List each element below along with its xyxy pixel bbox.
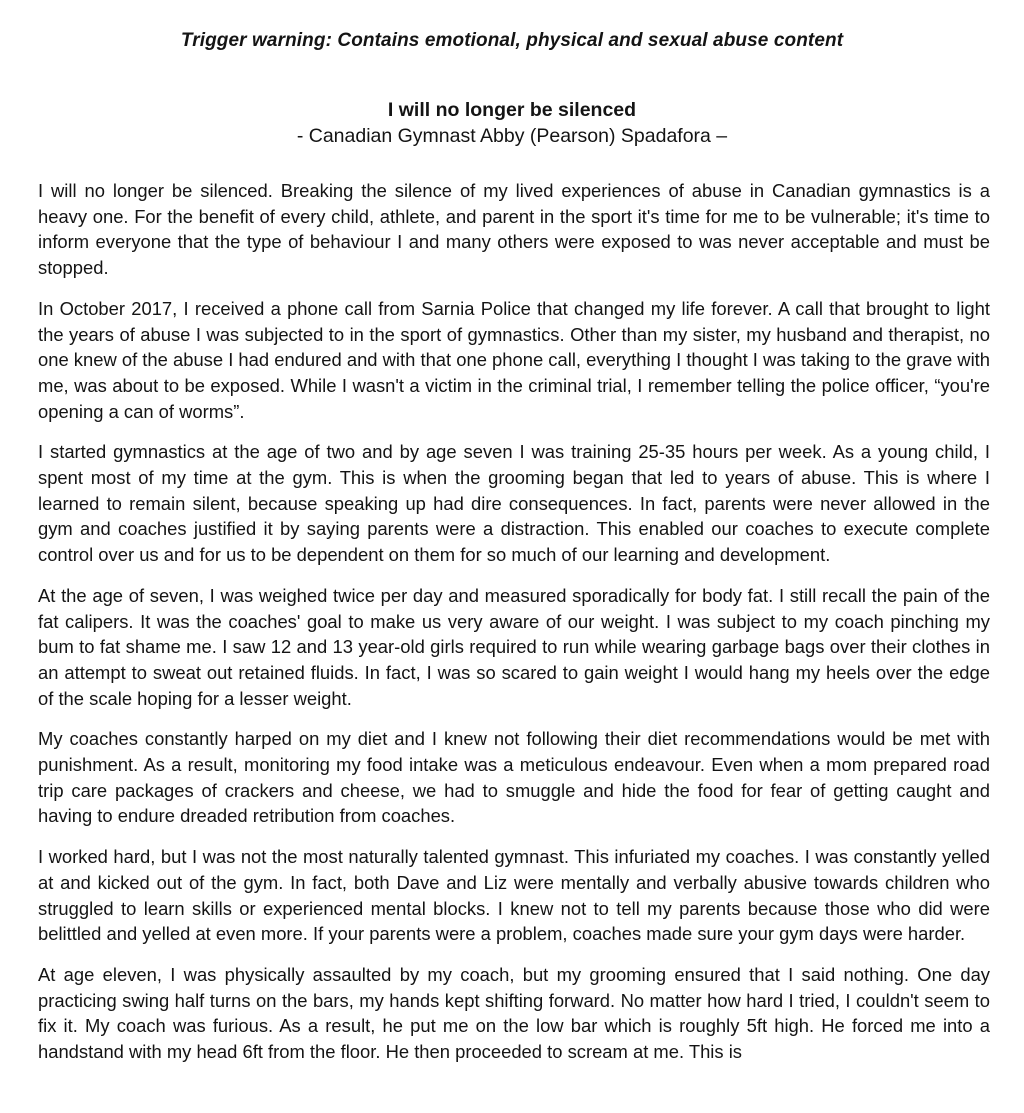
document-title: I will no longer be silenced bbox=[387, 99, 637, 121]
paragraph-7: At age eleven, I was physically assaulted by my coach, but my grooming ensured that I said nothing. One day practicing swing half turns on the bars, my hands kept shifting forward. No matter how hard I tried, I couldn't seem to fix it. My coach was furious. As a result, he put me on the low bar which is roughly 5ft high. He forced me into a handstand with my head 6ft from the floor. He then proceeded to scream at me. This is bbox=[38, 963, 990, 1063]
paragraph-5: My coaches constantly harped on my diet and I knew not following their diet recommendations would be met with punishment. As a result, monitoring my food intake was a meticulous endeavour. Even when a mom prepared road trip care packages of crackers and cheese, we had to smuggle and hide the food for fear of getting caught and having to endure dreaded retribution from coaches. bbox=[38, 728, 990, 827]
paragraph-3: I started gymnastics at the age of two and by age seven I was training 25-35 hours per week. As a young child, I spent most of my time at the gym. This is when the grooming began that led to years of abuse. This is where I learned to remain silent, because speaking up had dire consequences. In fact, parents were never allowed in the gym and coaches justified it by saying parents were a distraction. This enabled our coaches to execute complete control over us and for us to be dependent on them for so much of our learning and development. bbox=[38, 441, 990, 566]
paragraph-2: In October 2017, I received a phone call from Sarnia Police that changed my life forever. A call that brought to light the years of abuse I was subjected to in the sport of gymnastics. Other than my sister, my husband and therapist, no one knew of the abuse I had endured and with that one phone call, everything I thought I was taking to the grave with me, was about to be exposed. While I wasn't a victim in the criminal trial, I remember telling the police officer, “you're opening a can of worms”. bbox=[38, 297, 990, 422]
document-body bbox=[38, 178, 990, 1080]
paragraph-6: I worked hard, but I was not the most naturally talented gymnast. This infuriated my coaches. I was constantly yelled at and kicked out of the gym. In fact, both Dave and Liz were mentally and verbally abusive towards children who struggled to learn skills or experienced mental blocks. I knew not to tell my parents because those who did were belittled and yelled at even more. If your parents were a problem, coaches made sure your gym days were harder. bbox=[38, 846, 990, 945]
paragraph-1: I will no longer be silenced. Breaking the silence of my lived experiences of abuse in Canadian gymnastics is a heavy one. For the benefit of every child, athlete, and parent in the sport it's time for me to be vulnerable; it's time to inform everyone that the type of behaviour I and many others were exposed to was never acceptable and must be stopped. bbox=[38, 180, 990, 279]
paragraph-4: At the age of seven, I was weighed twice per day and measured sporadically for body fat. I still recall the pain of the fat calipers. It was the coaches' goal to make us very aware of our weight. I was subject to my coach pinching my bum to fat shame me. I saw 12 and 13 year-old girls required to run while wearing garbage bags over their clothes in an attempt to sweat out retained fluids. In fact, I was so scared to gain weight I would hang my heels over the edge of the scale hoping for a lesser weight. bbox=[38, 584, 990, 709]
document-subtitle: - Canadian Gymnast Abby (Pearson) Spadafora – bbox=[296, 125, 728, 147]
trigger-warning: Trigger warning: Contains emotional, physical and sexual abuse content bbox=[180, 30, 844, 51]
